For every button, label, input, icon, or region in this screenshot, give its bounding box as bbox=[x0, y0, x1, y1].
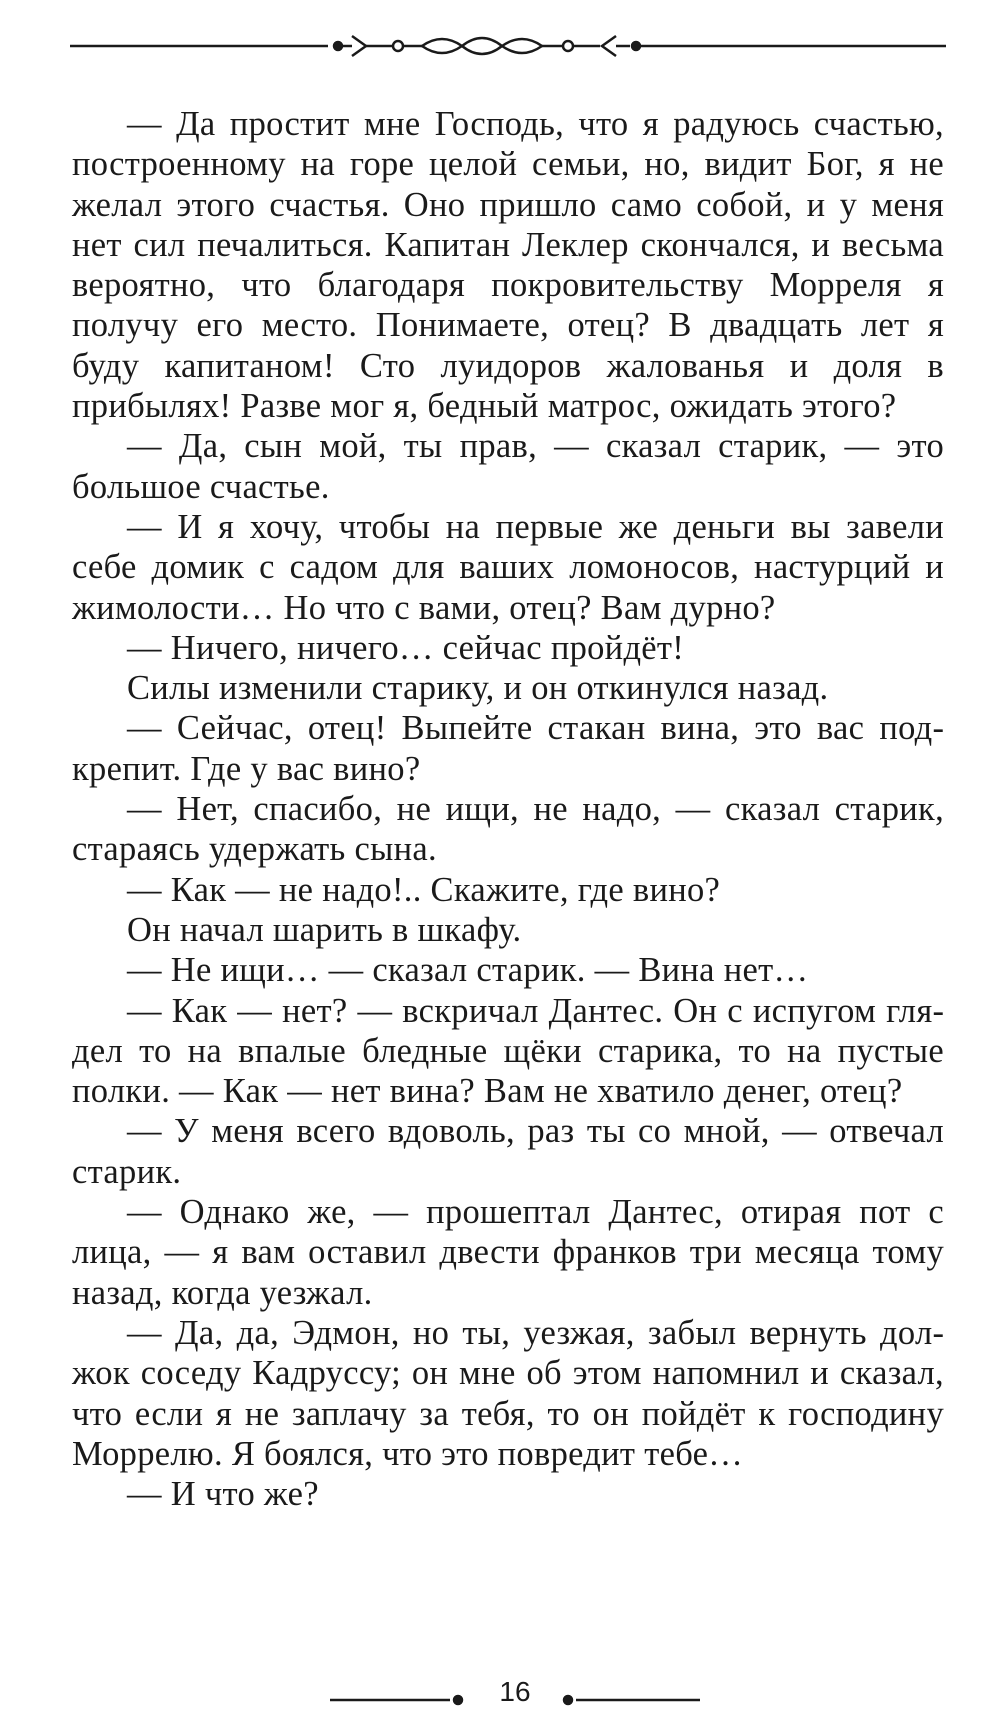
paragraph: Силы изменили старику, и он откинулся назад. bbox=[127, 669, 829, 708]
paragraph: — Нет, спасибо, не ищи, не надо, — сказал старик, стараясь удержать сына. bbox=[72, 790, 944, 869]
paragraph: — Не ищи… — сказал старик. — Вина нет… bbox=[127, 951, 809, 990]
paragraph: — Да простит мне Господь, что я радуюсь счастью, построенному на горе целой семьи, но, видит Бог, я не желал этого счастья. Оно пришло само собой, и у меня нет сил печалиться. Капитан Леклер скончался, и весьма вероятно, что благодаря покровительству Морреля я получу его место. Понимаете, отец? В двадцать лет я буду капитаном! Сто луидоров жалованья и доля в прибылях! Разве мог я, бедный матрос, ожидать этого? bbox=[72, 105, 944, 426]
paragraph: — У меня всего вдоволь, раз ты со мной, — отвечал старик. bbox=[72, 1112, 944, 1191]
ornament-divider-top bbox=[70, 28, 946, 64]
paragraph: — Ничего, ничего… сейчас пройдёт! bbox=[127, 628, 685, 667]
body-text bbox=[72, 104, 944, 1514]
page-number: 16 bbox=[499, 1676, 531, 1707]
paragraph: — Да, да, Эдмон, но ты, уезжая, забыл вернуть должок соседу Кадруссу; он мне об этом напомнил и сказал, что если я не заплачу за тебя, то он пойдёт к господину Моррелю. Я боялся, что это повредит тебе… bbox=[72, 1313, 944, 1473]
paragraph: Он начал шарить в шкафу. bbox=[127, 910, 522, 949]
paragraph: — И я хочу, чтобы на первые же деньги вы завели себе домик с садом для ваших ломоносов, настурций и жимолости… Но что с вами, отец? Вам дурно? bbox=[72, 507, 944, 627]
paragraph: — Однако же, — прошептал Дантес, отирая пот с лица, — я вам оставил двести франков три месяца тому назад, когда уезжал. bbox=[72, 1193, 944, 1312]
paragraph: — Как — не надо!.. Скажите, где вино? bbox=[127, 870, 721, 909]
paragraph: — Как — нет? — вскричал Дантес. Он с испугом глядел то на впалые бледные щёки старика, то на пустые полки. — Как — нет вина? Вам не хватило денег, отец? bbox=[72, 991, 944, 1111]
paragraph: — Сейчас, отец! Выпейте стакан вина, это вас подкрепит. Где у вас вино? bbox=[72, 709, 944, 788]
paragraph: — Да, сын мой, ты прав, — сказал старик, — это большое счастье. bbox=[72, 427, 944, 506]
paragraph: — И что же? bbox=[127, 1475, 319, 1514]
